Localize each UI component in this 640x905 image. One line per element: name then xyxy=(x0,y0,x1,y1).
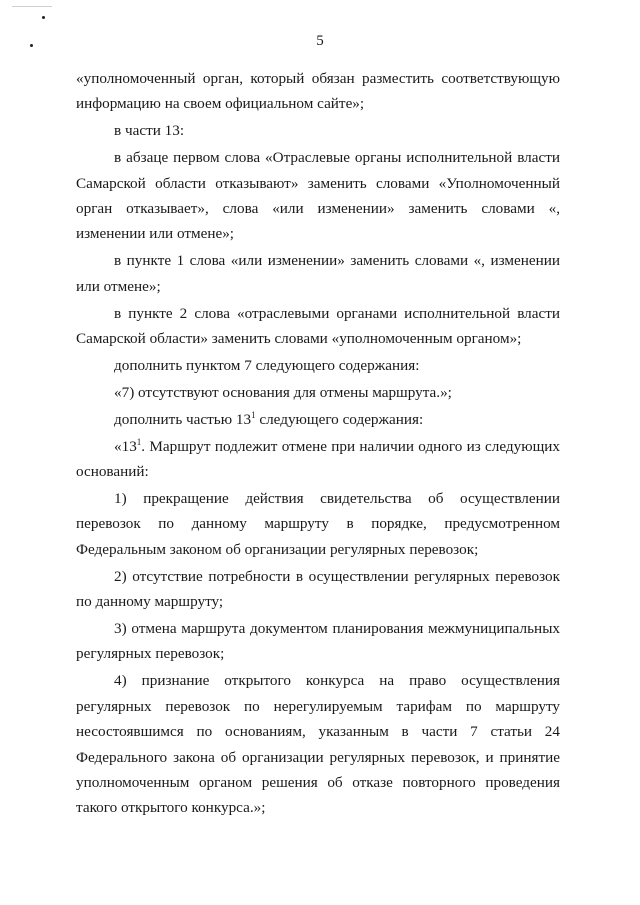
paragraph-5: в пункте 2 слова «отраслевыми органами исполнительной власти Самарской области» заменить словами «уполномоченным органом»; xyxy=(76,304,560,348)
paragraph-6: дополнить пунктом 7 следующего содержания: xyxy=(114,356,420,374)
page-number: 5 xyxy=(316,33,324,49)
part-text-before: «13 xyxy=(114,437,137,455)
paragraph-4: в пункте 1 слова «или изменении» заменить словами «, изменении или отмене»; xyxy=(76,252,560,295)
paragraph-part-13-1-text xyxy=(76,434,560,485)
paragraph-1: «уполномоченный орган, который обязан разместить соответствующую информацию на своем официальном сайте»; xyxy=(76,70,560,113)
superscript-1: 1 xyxy=(136,436,142,447)
ground-item-4: 4) признание открытого конкурса на право осуществления регулярных перевозок по нерегулируемым тарифам по маршруту несостоявшимся по основаниям, указанным в части 7 статьи 24 Федерального закона об организации регулярных перевозок, и принятие уполномоченным органом решения об отказе повторного проведения такого открытого конкурса.»; xyxy=(76,672,560,817)
scan-speck xyxy=(42,16,45,19)
paragraph-2: в части 13: xyxy=(114,122,185,140)
paragraph-7: «7) отсутствуют основания для отмены маршрута.»; xyxy=(114,383,452,401)
scan-edge-mark xyxy=(12,6,52,7)
ground-item-2: 2) отсутствие потребности в осуществлении регулярных перевозок по данному маршруту; xyxy=(76,567,560,611)
ground-item-3: 3) отмена маршрута документом планирования межмуниципальных регулярных перевозок; xyxy=(76,620,560,663)
document-body xyxy=(76,66,560,822)
paragraph-part-13-1-intro xyxy=(76,407,560,432)
intro-text-before: дополнить частью 13 xyxy=(114,410,252,428)
superscript-1: 1 xyxy=(251,409,256,420)
intro-text-after: следующего содержания: xyxy=(255,410,424,428)
part-text-after: . Маршрут подлежит отмене при наличии одного из следующих оснований: xyxy=(76,437,560,481)
ground-item-1: 1) прекращение действия свидетельства об осуществлении перевозок по данному маршруту в порядке, предусмотренном Федеральным законом об организации регулярных перевозок; xyxy=(76,490,560,558)
paragraph-3: в абзаце первом слова «Отраслевые органы исполнительной власти Самарской области отказывают» заменить словами «Уполномоченный орган отказывает», слова «или изменении» заменить словами «, изменении или отмене»; xyxy=(76,149,560,243)
